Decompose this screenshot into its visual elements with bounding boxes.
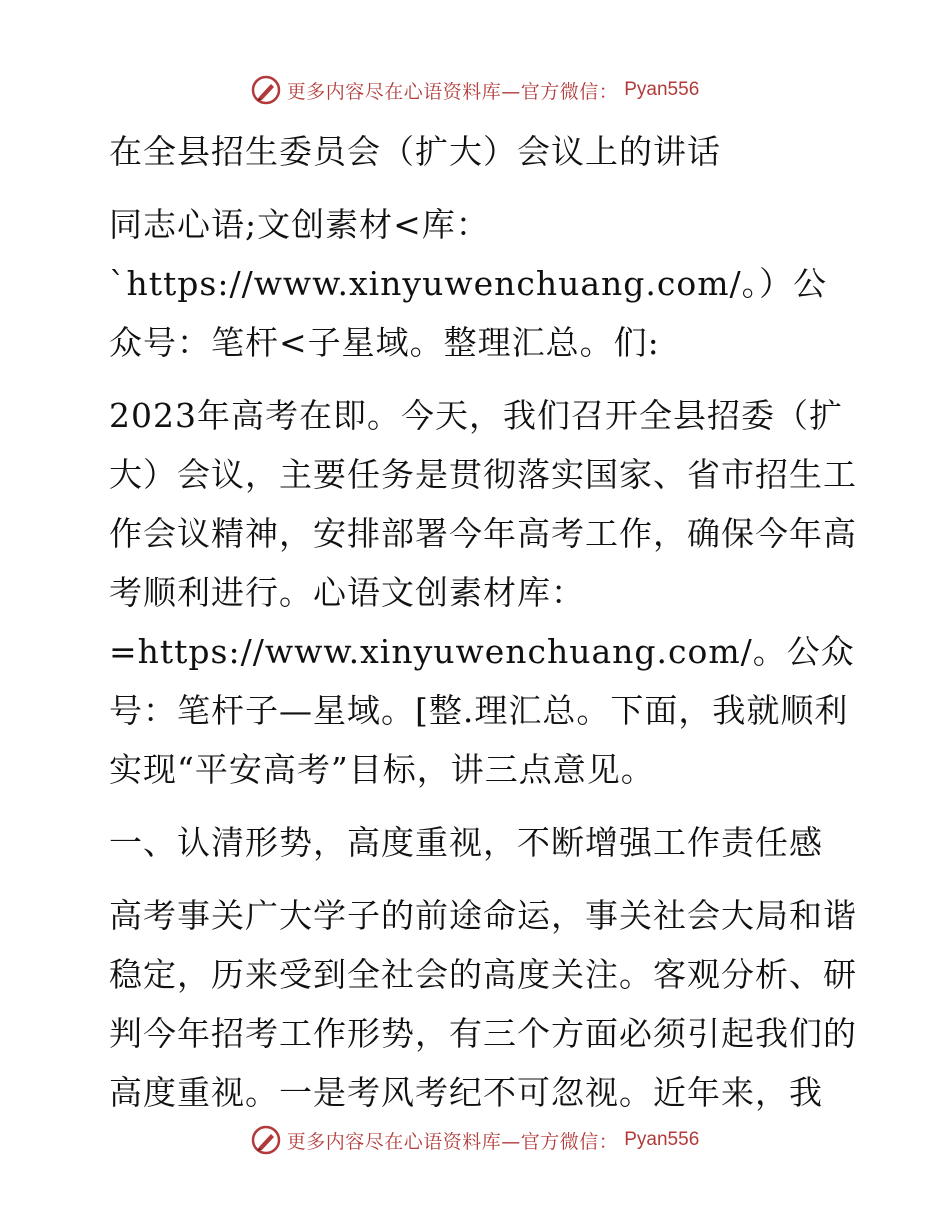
banner-wechat-id: Pyan556 (624, 1129, 700, 1150)
banner-wechat-id: Pyan556 (624, 79, 700, 100)
banner-text: 更多内容尽在心语资料库—官方微信： (286, 80, 619, 103)
watermark-banner-bottom (0, 1120, 950, 1160)
paragraph-2: 高考事关广大学子的前途命运，事关社会大局和谐稳定，历来受到全社会的高度关注。客观分析、研判今年招考工作形势，有三个方面必须引起我们的高度重视。一是考风考纪不可忽视。近年来，我 (109, 896, 857, 1112)
greeting-paragraph: 同志心语;文创素材<库：`https://www.xinyuwenchuang.com/。）公众号：笔杆<子星域。整理汇总。们: (109, 205, 828, 362)
pen-logo-icon (251, 75, 281, 105)
section-1-heading: 一、认清形势，高度重视，不断增强工作责任感 (109, 823, 823, 862)
pen-logo-icon (251, 1125, 281, 1155)
document-body (97, 122, 857, 1122)
banner-text: 更多内容尽在心语资料库—官方微信： (286, 1130, 619, 1153)
document-title: 在全县招生委员会（扩大）会议上的讲话 (109, 132, 721, 171)
paragraph-1: 2023年高考在即。今天，我们召开全县招委（扩大）会议，主要任务是贯彻落实国家、省市招生工作会议精神，安排部署今年高考工作，确保今年高考顺利进行。心语文创素材库：=https://www.xinyuwenchuang.com/。公众号：笔杆子—星域。[整.理汇总。下面，我就顺利实现“平安高考”目标，讲三点意见。 (109, 396, 857, 789)
watermark-banner-top (0, 70, 950, 110)
